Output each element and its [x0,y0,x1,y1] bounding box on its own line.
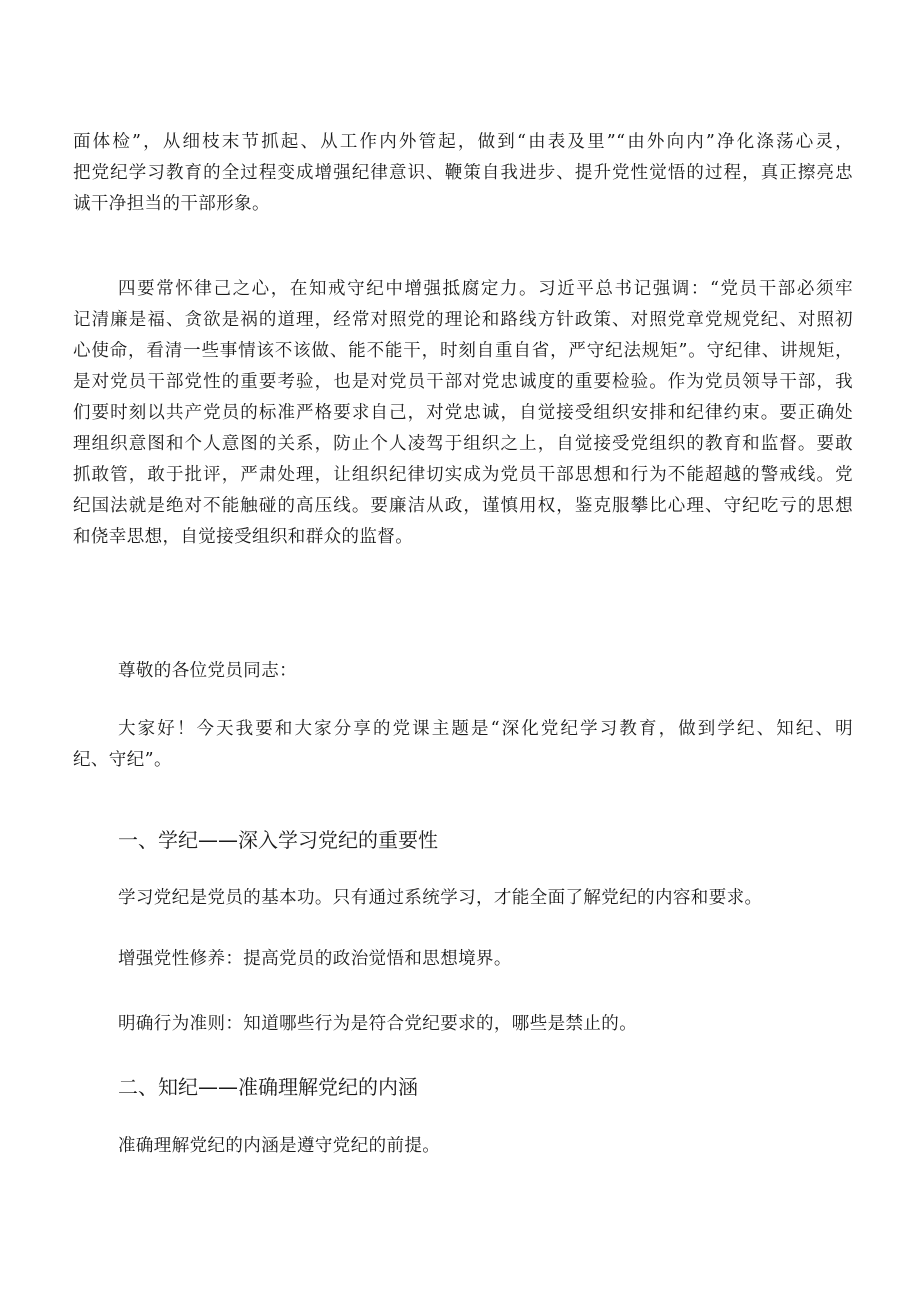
section-body: 学习党纪是党员的基本功。只有通过系统学习，才能全面了解党纪的内容和要求。 [118,888,763,908]
text-line: 四要常怀律己之心，在知戒守纪中增强抵腐定力。习近平总书记强调：“党员干部必须牢 [118,279,853,299]
section-point: 增强党性修养：提高党员的政治觉悟和思想境界。 [118,949,512,969]
text-line: 们要时刻以共产党员的标准严格要求自己，对党忠诚，自觉接受组织安排和纪律约束。要正确处 [73,403,853,423]
text-line: 心使命，看清一些事情该不该做、能不能干，时刻自重自省，严守纪法规矩”。守纪律、讲规矩， [73,341,853,361]
section-heading-know: 二、知纪——准确理解党纪的内涵 [118,1075,418,1099]
text-line: 诚干净担当的干部形象。 [73,194,270,214]
text-line: 抓敢管，敢于批评，严肃处理，让组织纪律切实成为党员干部思想和行为不能超越的警戒线。党 [73,465,853,485]
text-line: 面体检”，从细枝末节抓起、从工作内外管起，做到“由表及里”“由外向内”净化涤荡心灵， [73,132,853,152]
text-line: 是对党员干部党性的重要考验，也是对党员干部对党忠诚度的重要检验。作为党员领导干部，我 [73,372,853,392]
text-line: 纪、守纪”。 [73,750,172,770]
paragraph-self-discipline [73,274,853,553]
text-line: 记清廉是福、贪欲是祸的道理，经常对照党的理论和路线方针政策、对照党章党规党纪、对照初 [73,310,853,330]
text-line: 大家好！今天我要和大家分享的党课主题是“深化党纪学习教育，做到学纪、知纪、明 [118,719,853,739]
text-line: 理组织意图和个人意图的关系，防止个人凌驾于组织之上，自觉接受党组织的教育和监督。要敢 [73,434,853,454]
greeting: 尊敬的各位党员同志： [118,661,297,681]
text-line: 纪国法就是绝对不能触碰的高压线。要廉洁从政，谨慎用权，鉴克服攀比心理、守纪吃亏的思想 [73,496,853,516]
section-point: 明确行为准则：知道哪些行为是符合党纪要求的，哪些是禁止的。 [118,1014,638,1034]
intro-paragraph [73,714,853,776]
section-heading-learn: 一、学纪——深入学习党纪的重要性 [118,828,438,852]
text-line: 和侥幸思想，自觉接受组织和群众的监督。 [73,527,414,547]
text-line: 把党纪学习教育的全过程变成增强纪律意识、鞭策自我进步、提升党性觉悟的过程，真正擦亮忠 [73,163,853,183]
paragraph-continuation [73,127,853,220]
section-body: 准确理解党纪的内涵是遵守党纪的前提。 [118,1136,441,1156]
